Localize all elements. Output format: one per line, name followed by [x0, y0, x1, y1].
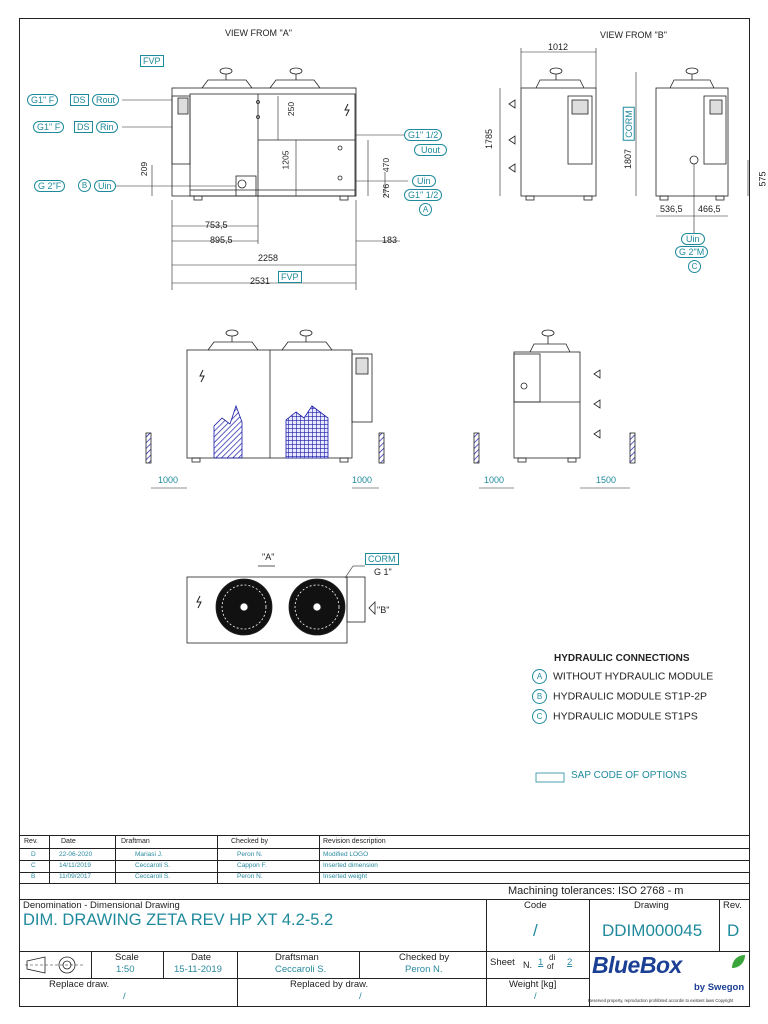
- clearance-1000-left: 1000: [158, 475, 179, 485]
- rev-row-b-date: 11/09/2017: [59, 873, 92, 880]
- view-a-label: VIEW FROM "A": [225, 28, 292, 38]
- plan-a-arrow-label: "A": [262, 552, 275, 562]
- rev-row-d-date: 22-06-2020: [59, 851, 93, 858]
- rev-row-b-rev: B: [31, 873, 36, 880]
- rout-label: Rout: [92, 94, 119, 106]
- replaced-by-label: Replaced by draw.: [290, 979, 369, 990]
- replaced-by-value: /: [359, 991, 362, 1002]
- dim-250: 250: [286, 101, 297, 117]
- rev-row-c-desc: Inserted dimension: [323, 862, 378, 869]
- copyright-notice: Reserved property, reproduction prohibited accordin to existent laws Copyright: [588, 998, 734, 1003]
- clearance-front-unit: [187, 330, 372, 462]
- clearance-side-unit: [514, 330, 600, 462]
- dim-1012: 1012: [548, 42, 569, 52]
- sap-code-box: [536, 773, 564, 782]
- draftsman-label: Draftsman: [275, 952, 319, 963]
- rin-label: Rin: [96, 121, 118, 133]
- legend-marker-b: B: [532, 689, 547, 704]
- view-b-dimension-lines: [500, 48, 596, 196]
- scale-value: 1:50: [116, 964, 135, 975]
- drawing-title: DIM. DRAWING ZETA REV HP XT 4.2-5.2: [23, 911, 334, 929]
- logo-sub: by Swegon: [694, 982, 745, 993]
- rev-header-date: Date: [61, 838, 76, 845]
- view-b-2-dimension-lines: [636, 72, 748, 234]
- rev-row-c-date: 14/11/2019: [59, 862, 92, 869]
- drawing-number: DDIM000045: [602, 921, 703, 940]
- uin-thread-callout: G 2"F: [34, 180, 65, 192]
- scale-label: Scale: [115, 952, 139, 963]
- draftsman-value: Ceccaroli S.: [275, 964, 327, 975]
- projection-symbol-icon: [25, 955, 85, 975]
- rev-row-b-draftman: Ceccaroli S.: [135, 873, 171, 880]
- sheet-n-label: N.: [523, 960, 532, 970]
- legend-label-b: HYDRAULIC MODULE ST1P-2P: [553, 690, 708, 703]
- legend-marker-a: A: [532, 669, 547, 684]
- checked-by-value: Peron N.: [405, 964, 443, 975]
- replace-draw-value: /: [123, 991, 126, 1002]
- view-b-side-unit-2: [656, 68, 728, 200]
- dim-2258: 2258: [258, 253, 279, 263]
- dim-1785: 1785: [484, 128, 495, 150]
- dim-466-5: 466,5: [698, 204, 721, 214]
- dim-1807: 1807: [623, 148, 634, 170]
- revision-table: [19, 835, 750, 884]
- sheet-number: 1: [538, 957, 544, 968]
- dim-536-5: 536,5: [660, 204, 683, 214]
- legend-item-b: [532, 689, 707, 704]
- leaf-icon: [730, 954, 746, 970]
- rin-thread-callout: G1" F: [33, 121, 64, 133]
- clearance-1000-side: 1000: [484, 475, 505, 485]
- rev-value: D: [727, 921, 740, 940]
- rin-ds-callout: DS: [74, 121, 93, 133]
- module-c-marker: C: [688, 260, 701, 273]
- uout-label: Uout: [414, 144, 447, 156]
- fvp-callout-top: FVP: [140, 55, 164, 67]
- rout-ds-callout: DS: [70, 94, 89, 106]
- dim-895-5: 895,5: [210, 235, 233, 245]
- plan-g1-label: G 1": [374, 567, 392, 577]
- bluebox-logo: [590, 952, 750, 1007]
- checked-by-label: Checked by: [399, 952, 450, 963]
- corm-side-callout: CORM: [623, 107, 635, 141]
- view-a-front-unit: [172, 68, 356, 200]
- clearance-1000-right: 1000: [352, 475, 373, 485]
- dim-209: 209: [139, 161, 150, 177]
- rev-row-d-draftman: Mariasi J.: [135, 851, 163, 858]
- rev-row-d-rev: D: [31, 851, 36, 858]
- denomination-label: Denomination - Dimensional Drawing: [23, 900, 180, 911]
- dim-276: 276: [381, 183, 392, 199]
- corm-plan-callout: CORM: [365, 553, 399, 565]
- plan-b-arrow-label: "B": [377, 605, 390, 615]
- rev-label: Rev.: [723, 900, 742, 911]
- machining-tolerances: Machining tolerances: ISO 2768 - m: [508, 885, 684, 897]
- legend-marker-c: C: [532, 709, 547, 724]
- dim-575: 575: [757, 171, 768, 187]
- replace-draw-label: Replace draw.: [49, 979, 110, 990]
- legend-label-a: WITHOUT HYDRAULIC MODULE: [553, 670, 714, 683]
- dim-1205: 1205: [280, 150, 291, 170]
- rout-thread-callout: G1" F: [27, 94, 58, 106]
- rev-header-desc: Revision description: [323, 838, 386, 845]
- rev-header-checked: Checked by: [231, 838, 268, 845]
- module-b-marker: B: [78, 179, 91, 192]
- view-b-side-unit: [509, 68, 596, 200]
- legend-title: HYDRAULIC CONNECTIONS: [554, 653, 690, 664]
- uin-thread-callout-right: G1" 1/2: [404, 189, 442, 201]
- logo-wordmark: BlueBox: [592, 952, 682, 978]
- g2m-callout: G 2"M: [675, 246, 708, 258]
- weight-value: /: [534, 991, 537, 1002]
- sap-code-label: SAP CODE OF OPTIONS: [571, 770, 687, 781]
- rev-row-c-rev: C: [31, 862, 36, 869]
- module-a-marker: A: [419, 203, 432, 216]
- rev-row-d-desc: Modified LOGO: [323, 851, 369, 858]
- fvp-callout-bottom: FVP: [278, 271, 302, 283]
- legend-item-c: [532, 709, 698, 724]
- sheet-di-label: di: [549, 953, 556, 962]
- drawing-label: Drawing: [634, 900, 669, 911]
- legend-item-a: [532, 669, 713, 684]
- dim-470: 470: [381, 157, 392, 173]
- sheet-total: 2: [567, 957, 573, 968]
- weight-label: Weight [kg]: [509, 979, 557, 990]
- uin-right-label: Uin: [412, 175, 436, 187]
- sheet-label: Sheet: [490, 957, 515, 968]
- rev-row-c-checked: Cappon F.: [237, 862, 267, 869]
- code-value: /: [533, 921, 538, 940]
- rev-header-draftman: Draftman: [121, 838, 150, 845]
- dim-753-5: 753,5: [205, 220, 228, 230]
- clearance-1500-side: 1500: [596, 475, 617, 485]
- rev-row-d-checked: Peron N.: [237, 851, 263, 858]
- code-label: Code: [524, 900, 547, 911]
- dim-183: 183: [382, 235, 398, 245]
- date-label: Date: [191, 952, 212, 963]
- date-value: 15-11-2019: [174, 964, 222, 975]
- sheet-of-label: of: [547, 962, 554, 971]
- rev-row-b-desc: Inserted weight: [323, 873, 368, 880]
- rev-row-c-draftman: Ceccaroli S.: [135, 862, 171, 869]
- uin-b-label: Uin: [681, 233, 705, 245]
- rev-header-rev: Rev.: [24, 838, 38, 845]
- view-b-label: VIEW FROM "B": [600, 30, 667, 40]
- legend-label-c: HYDRAULIC MODULE ST1PS: [553, 710, 698, 723]
- plan-view-unit: [187, 566, 375, 643]
- uin-left-label: Uin: [94, 180, 116, 192]
- rev-row-b-checked: Peron N.: [237, 873, 263, 880]
- uout-thread-callout: G1" 1/2: [404, 129, 442, 141]
- dim-2531: 2531: [250, 276, 271, 286]
